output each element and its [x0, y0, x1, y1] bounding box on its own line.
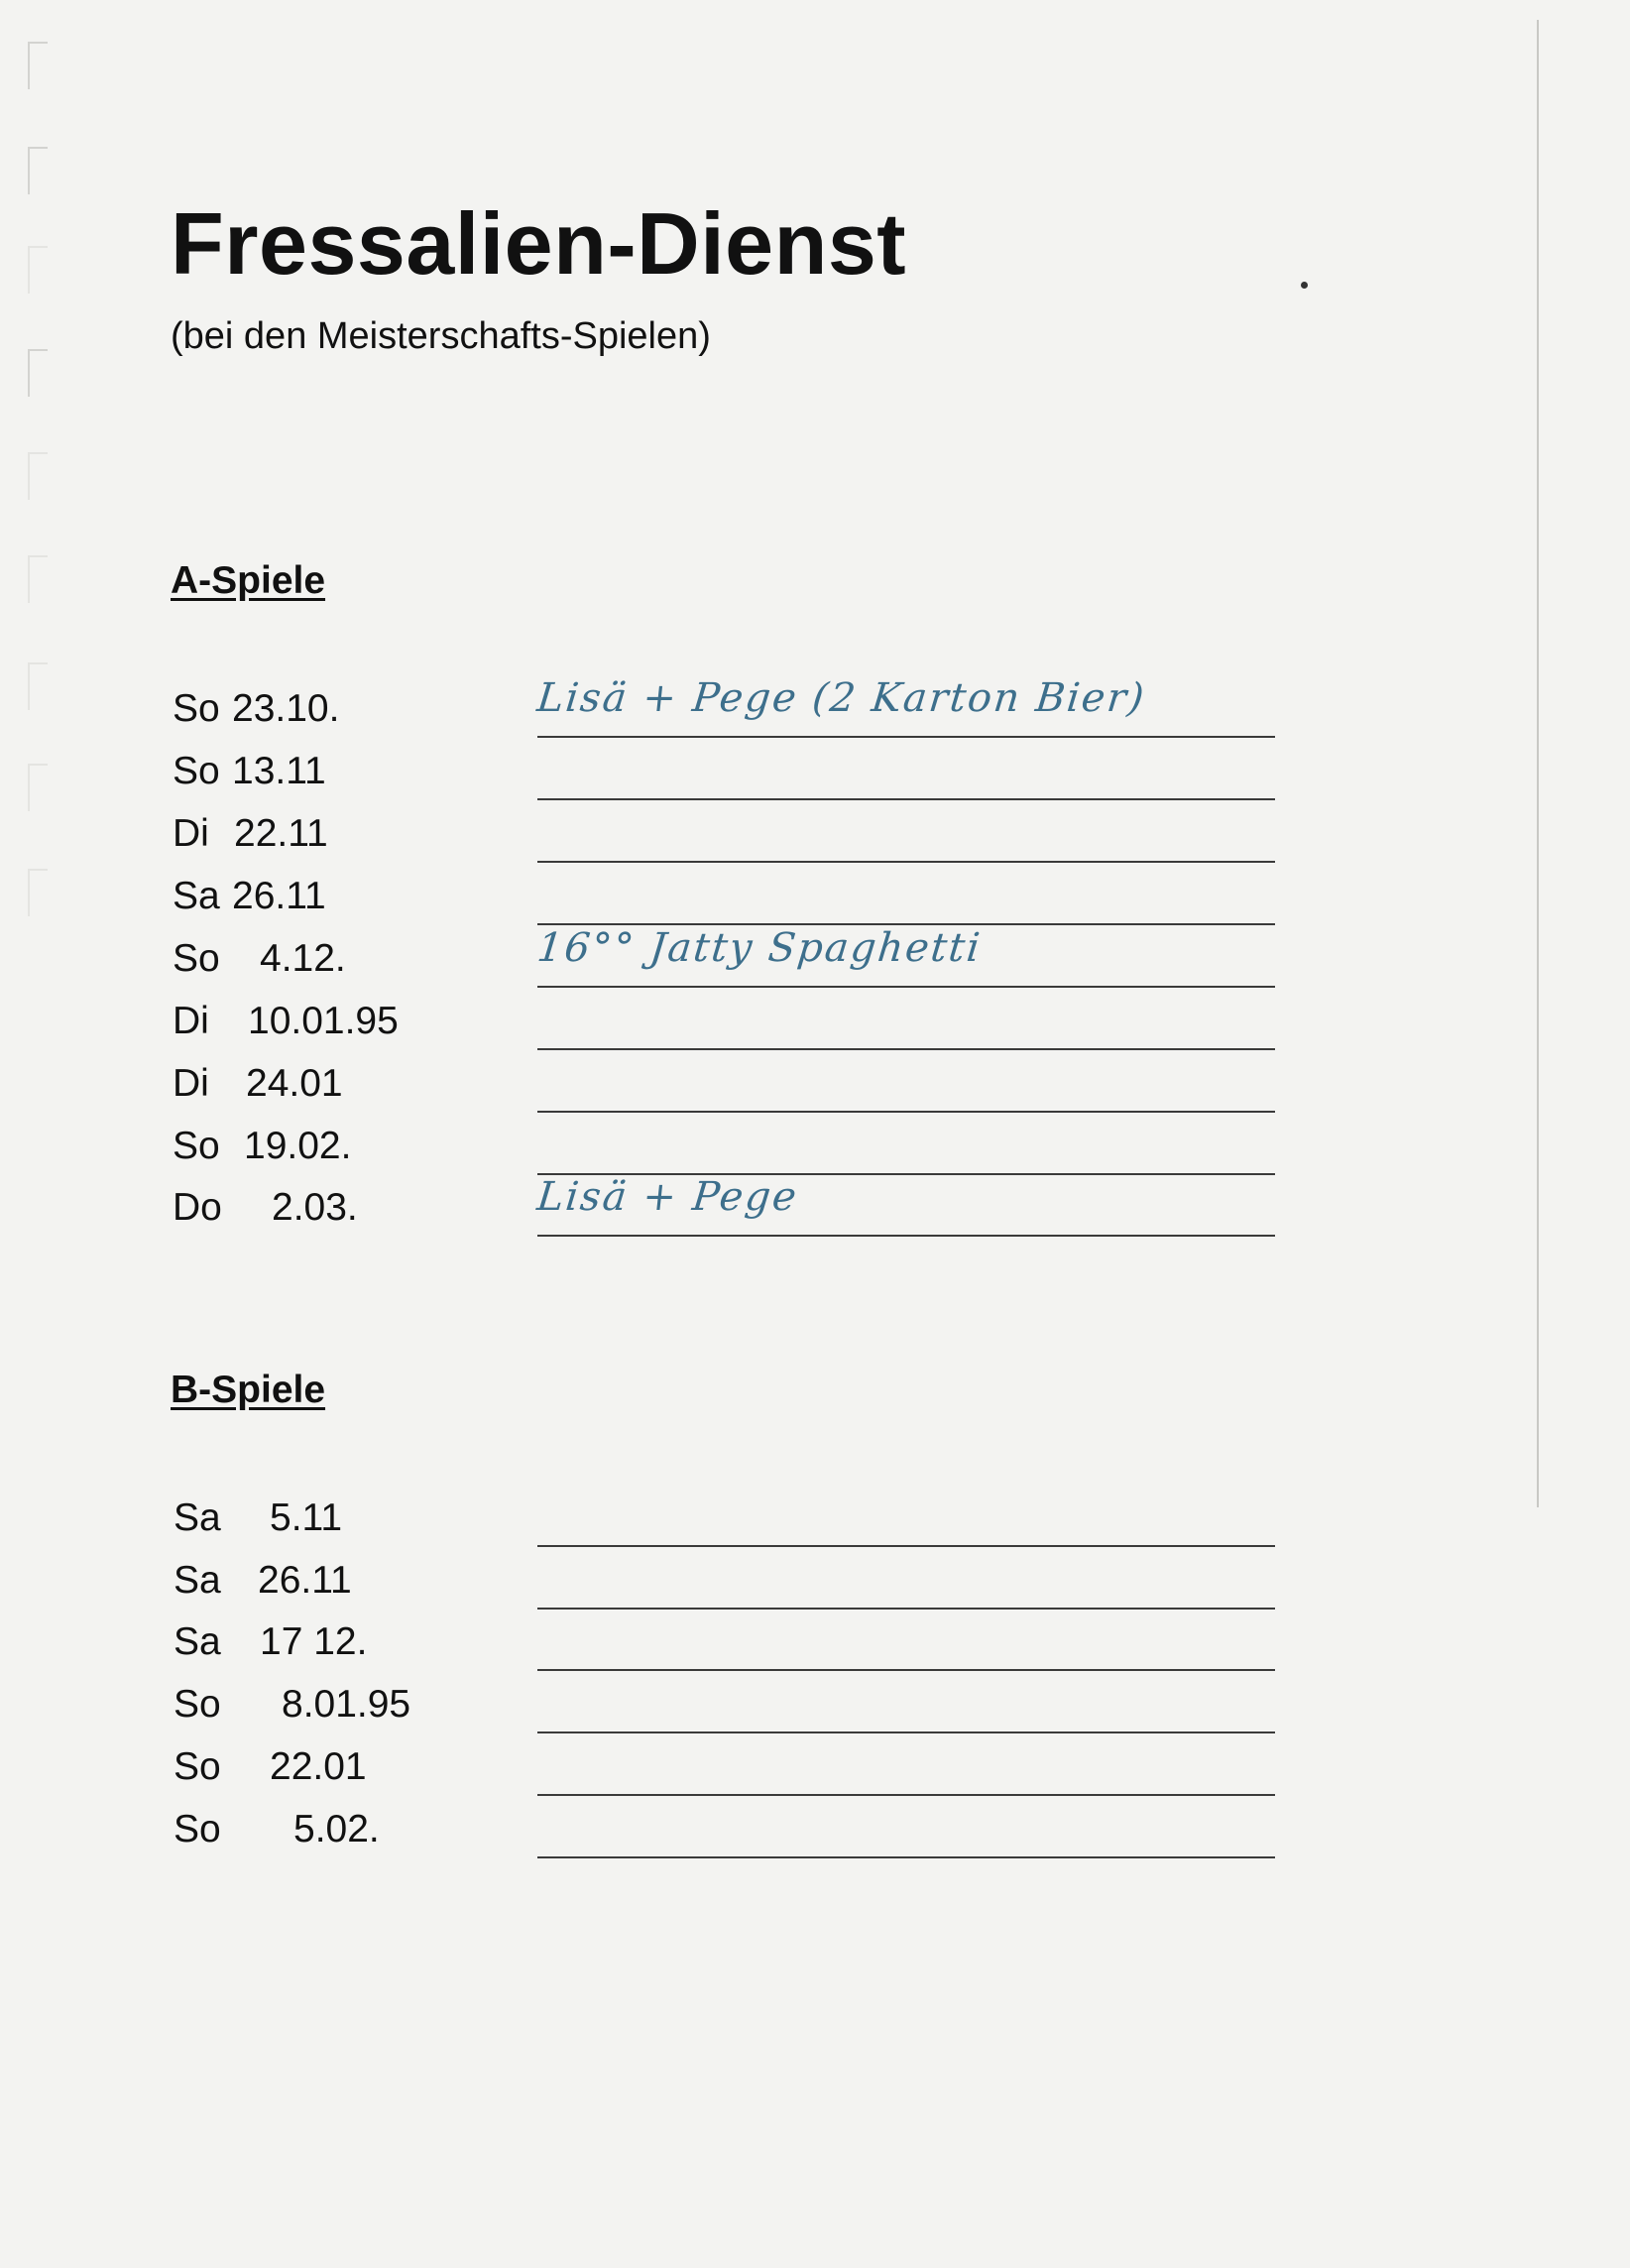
punch-mark: [28, 452, 48, 500]
punch-mark: [28, 555, 48, 603]
handwritten-note: Lisä + Pege (2 Karton Bier): [534, 675, 1148, 721]
handwritten-note: 16°° Jatty Spaghetti: [534, 925, 985, 971]
row-day: So: [173, 1125, 220, 1167]
row-date: 19.02.: [244, 1125, 352, 1167]
punch-mark: [28, 349, 48, 397]
schedule-row: [0, 1125, 1630, 1186]
row-day: Di: [173, 1000, 209, 1042]
schedule-row: [0, 1808, 1630, 1869]
signup-line[interactable]: [537, 1669, 1275, 1671]
signup-line[interactable]: [537, 1608, 1275, 1610]
row-day: So: [174, 1808, 221, 1850]
row-date: 13.11: [232, 750, 326, 792]
section-heading-b: B-Spiele: [171, 1369, 326, 1411]
row-date: 10.01.95: [248, 1000, 399, 1042]
row-day: Do: [173, 1186, 222, 1229]
row-day: Di: [173, 812, 209, 855]
row-date: 22.11: [234, 812, 328, 855]
row-day: So: [173, 750, 220, 792]
signup-line[interactable]: [537, 1856, 1275, 1858]
schedule-row: [0, 1496, 1630, 1558]
signup-line[interactable]: [537, 798, 1275, 800]
document-subtitle: (bei den Meisterschafts-Spielen): [171, 315, 711, 357]
row-day: Sa: [174, 1559, 221, 1602]
signup-line[interactable]: [537, 1794, 1275, 1796]
schedule-row: [0, 1745, 1630, 1807]
row-date: 24.01: [246, 1062, 343, 1105]
schedule-row: [0, 1683, 1630, 1744]
row-date: 23.10.: [232, 687, 340, 730]
row-date: 17 12.: [260, 1620, 368, 1663]
signup-line[interactable]: [537, 1111, 1275, 1113]
schedule-row: [0, 1062, 1630, 1124]
schedule-row: [0, 1620, 1630, 1682]
row-date: 4.12.: [260, 937, 346, 980]
schedule-row: [0, 925, 1630, 999]
row-date: 26.11: [232, 875, 326, 917]
row-day: Sa: [173, 875, 220, 917]
row-day: Sa: [174, 1620, 221, 1663]
signup-line[interactable]: [537, 986, 1275, 988]
schedule-row: [0, 1559, 1630, 1620]
signup-line[interactable]: [537, 1048, 1275, 1050]
schedule-row: [0, 812, 1630, 874]
row-day: Sa: [174, 1496, 221, 1539]
row-date: 22.01: [270, 1745, 367, 1788]
signup-line[interactable]: [537, 861, 1275, 863]
row-date: 26.11: [258, 1559, 352, 1602]
row-date: 5.11: [270, 1496, 343, 1539]
signup-line[interactable]: [537, 1235, 1275, 1237]
schedule-row: [0, 750, 1630, 811]
row-day: So: [173, 937, 220, 980]
document-title: Fressalien-Dienst: [171, 194, 907, 293]
handwritten-note: Lisä + Pege: [534, 1174, 801, 1220]
punch-mark: [28, 42, 48, 89]
section-heading-a: A-Spiele: [171, 559, 326, 602]
row-day: Di: [173, 1062, 209, 1105]
row-date: 2.03.: [272, 1186, 358, 1229]
row-day: So: [174, 1683, 221, 1726]
signup-line[interactable]: [537, 1545, 1275, 1547]
schedule-row: [0, 675, 1630, 749]
row-day: So: [173, 687, 220, 730]
schedule-row: [0, 1174, 1630, 1248]
signup-line[interactable]: [537, 736, 1275, 738]
row-date: 8.01.95: [282, 1683, 411, 1726]
row-day: So: [174, 1745, 221, 1788]
stray-dot: [1301, 282, 1308, 289]
punch-mark: [28, 147, 48, 194]
row-date: 5.02.: [293, 1808, 380, 1850]
punch-mark: [28, 246, 48, 294]
signup-line[interactable]: [537, 1731, 1275, 1733]
schedule-row: [0, 1000, 1630, 1061]
